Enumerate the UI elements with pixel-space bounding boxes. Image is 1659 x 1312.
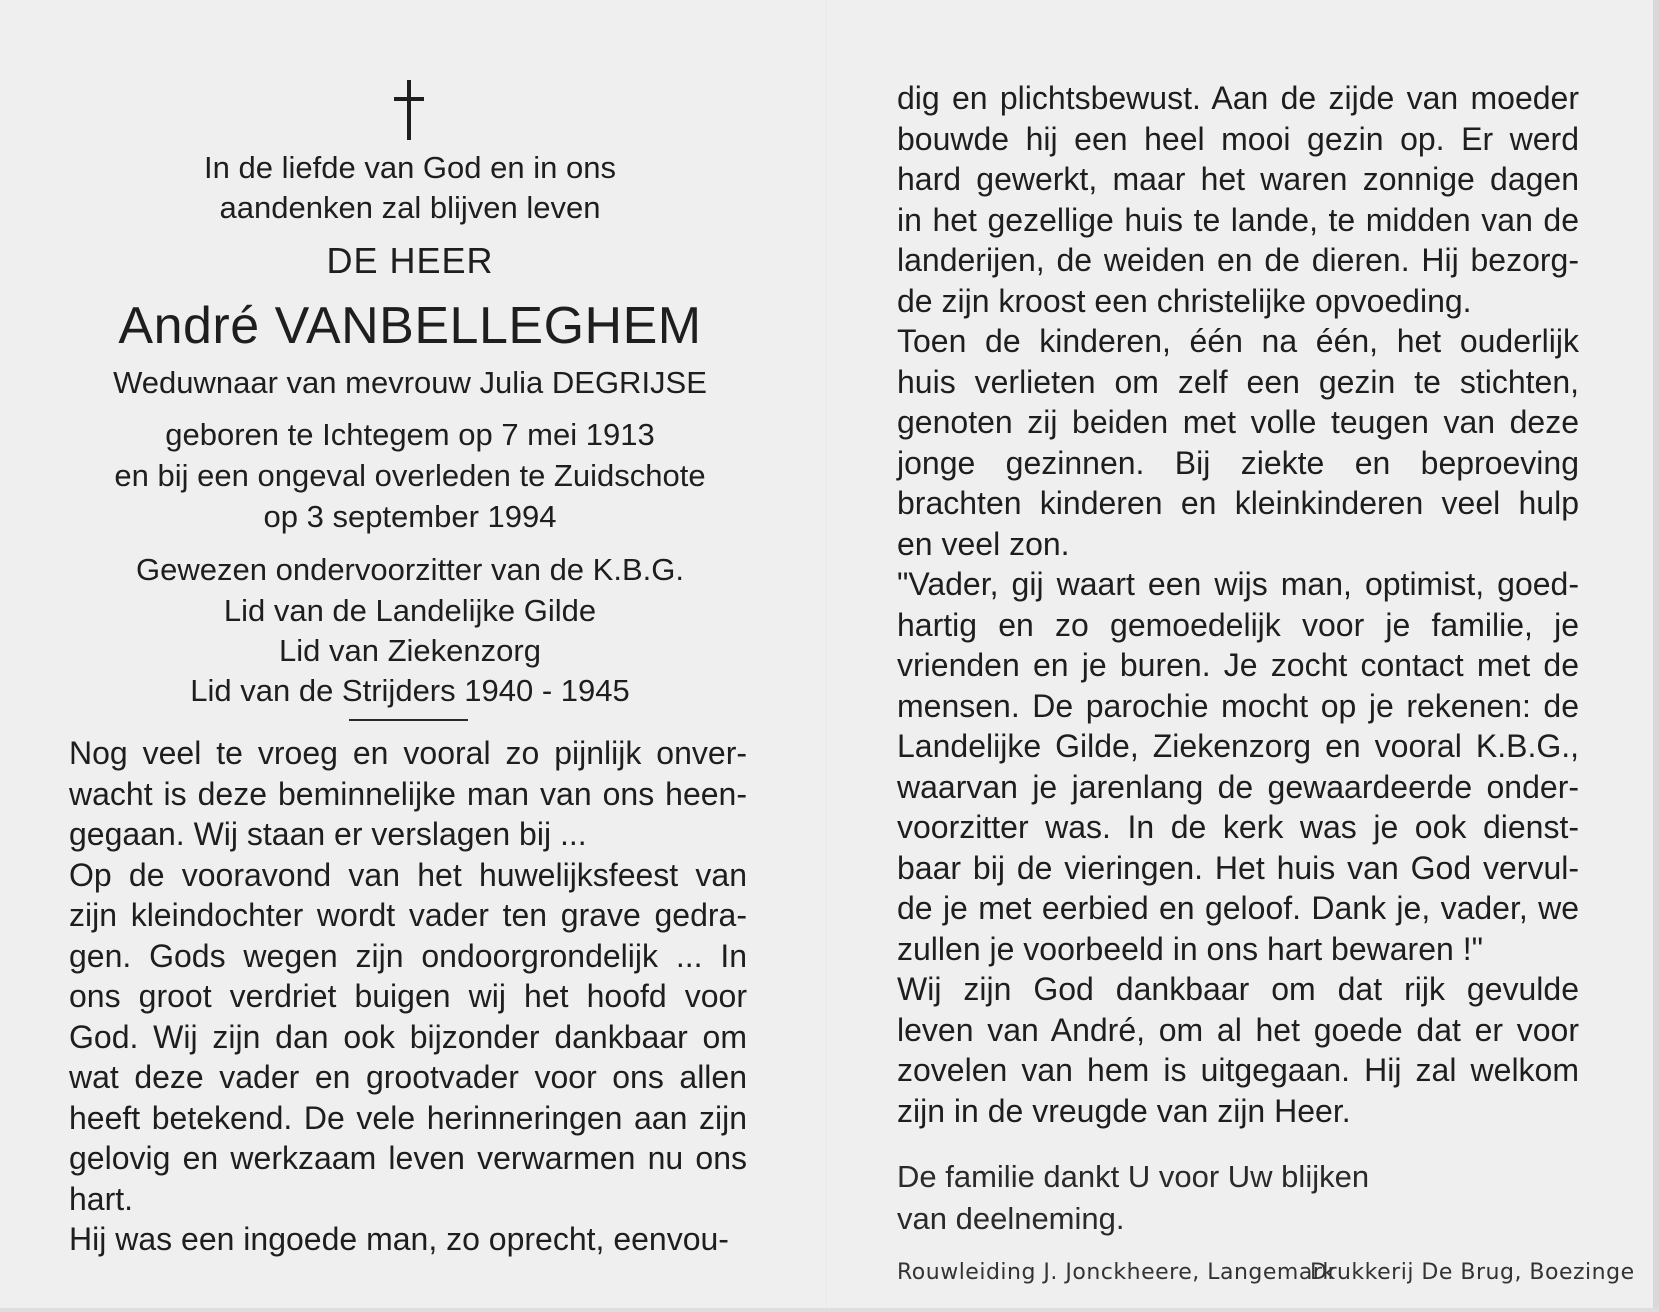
text-line: Nog veel te vroeg en vooral zo pijnlijk onver- (69, 735, 747, 771)
closing-thanks (897, 1156, 1369, 1240)
text-line: de zijn kroost een christelijke opvoeding. (897, 282, 1472, 319)
intro-line-2: aandenken zal blijven leven (219, 190, 601, 225)
text-line: wacht is deze beminnelijke man van ons heen- (69, 775, 747, 812)
text-line: leven van André, om al het goede dat er voor (897, 1011, 1579, 1048)
text-line: heeft betekend. De vele herinneringen aan zijn (69, 1099, 747, 1136)
text-line: zijn kleindochter wordt vader ten grave gedra- (69, 897, 747, 933)
text-line: vrienden en je buren. Je zocht contact met de (897, 647, 1579, 683)
text-line: landerijen, de weiden en de dieren. Hij bezorg- (897, 242, 1579, 278)
role-line: Gewezen ondervoorzitter van de K.B.G. (136, 552, 684, 587)
text-line: gelovig en werkzaam leven verwarmen nu ons (69, 1140, 747, 1176)
text-line: voorzitter was. In de kerk was je ook dienst- (897, 809, 1579, 845)
text-line: dig en plichtsbewust. Aan de zijde van moeder (897, 80, 1579, 116)
text-line: huis verlieten om zelf een gezin te stichten, (897, 363, 1579, 400)
text-line: jonge gezinnen. Bij ziekte en beproeving (897, 444, 1579, 481)
text-line: waarvan je jarenlang de gewaardeerde onder- (897, 768, 1579, 805)
text-line: wat deze vader en grootvader voor ons allen (69, 1059, 747, 1095)
printer-credit: Drukkerij De Brug, Boezinge (1310, 1260, 1635, 1285)
text-line: Hij was een ingoede man, zo oprecht, eenvou- (69, 1221, 729, 1257)
text-line: God. Wij zijn dan ook bijzonder dankbaar om (69, 1018, 747, 1055)
death-line-1: en bij een ongeval overleden te Zuidschote (114, 458, 706, 493)
text-line: Landelijke Gilde, Ziekenzorg en vooral K.B.G., (897, 728, 1579, 764)
left-body-text (69, 733, 747, 1260)
birth-line: geboren te Ichtegem op 7 mei 1913 (165, 417, 655, 452)
cross-icon (390, 80, 428, 140)
role-line: Lid van de Landelijke Gilde (223, 593, 597, 628)
text-line: ons groot verdriet buigen wij het hoofd voor (69, 978, 747, 1014)
fold-line (826, 0, 828, 1312)
separator-rule (349, 719, 468, 721)
closing-line: De familie dankt U voor Uw blijken (897, 1159, 1370, 1194)
role-line: Lid van de Strijders 1940 - 1945 (190, 673, 630, 708)
text-line: Toen de kinderen, één na één, het ouderlijk (897, 323, 1579, 359)
card-edge-bottom (0, 1308, 1659, 1312)
text-line: de je met eerbied en geloof. Dank je, vader, we (897, 890, 1579, 926)
title-honorific: DE HEER (326, 240, 494, 281)
text-line: brachten kinderen en kleinkinderen veel hulp (897, 485, 1579, 521)
deceased-name: André VANBELLEGHEM (118, 297, 702, 355)
text-line: zullen je voorbeeld in ons hart bewaren !" (897, 930, 1483, 967)
closing-line: van deelneming. (897, 1201, 1125, 1236)
text-line: Op de vooravond van het huwelijksfeest van (69, 856, 747, 893)
text-line: en veel zon. (897, 525, 1070, 562)
text-line: hartig en zo gemoedelijk voor je familie, je (897, 606, 1579, 643)
text-line: zovelen van hem is uitgegaan. Hij zal welkom (897, 1052, 1579, 1088)
widower-line: Weduwnaar van mevrouw Julia DEGRIJSE (113, 365, 707, 400)
text-line: zijn in de vreugde van zijn Heer. (897, 1092, 1351, 1129)
text-line: gen. Gods wegen zijn ondoorgrondelijk ... In (69, 937, 747, 974)
text-line: bouwde hij een heel mooi gezin op. Er werd (897, 120, 1579, 157)
text-line: mensen. De parochie mocht op je rekenen: de (897, 687, 1579, 724)
intro-line-1: In de liefde van God en in ons (204, 150, 616, 185)
funeral-director: Rouwleiding J. Jonckheere, Langemark (897, 1260, 1336, 1285)
role-line: Lid van Ziekenzorg (279, 633, 541, 668)
text-line: "Vader, gij waart een wijs man, optimist, goed- (897, 566, 1579, 602)
card-edge (1653, 0, 1659, 1312)
text-line: in het gezellige huis te lande, te midden van de (897, 201, 1579, 238)
text-line: hard gewerkt, maar het waren zonnige dagen (897, 161, 1579, 197)
death-line-2: op 3 september 1994 (263, 499, 557, 534)
text-line: hart. (69, 1180, 134, 1217)
text-line: genoten zij beiden met volle teugen van deze (897, 404, 1579, 440)
text-line: gegaan. Wij staan er verslagen bij ... (69, 816, 587, 852)
right-body-text (897, 78, 1579, 1131)
text-line: baar bij de vieringen. Het huis van God vervul- (897, 849, 1579, 886)
text-line: Wij zijn God dankbaar om dat rijk gevulde (897, 971, 1579, 1007)
